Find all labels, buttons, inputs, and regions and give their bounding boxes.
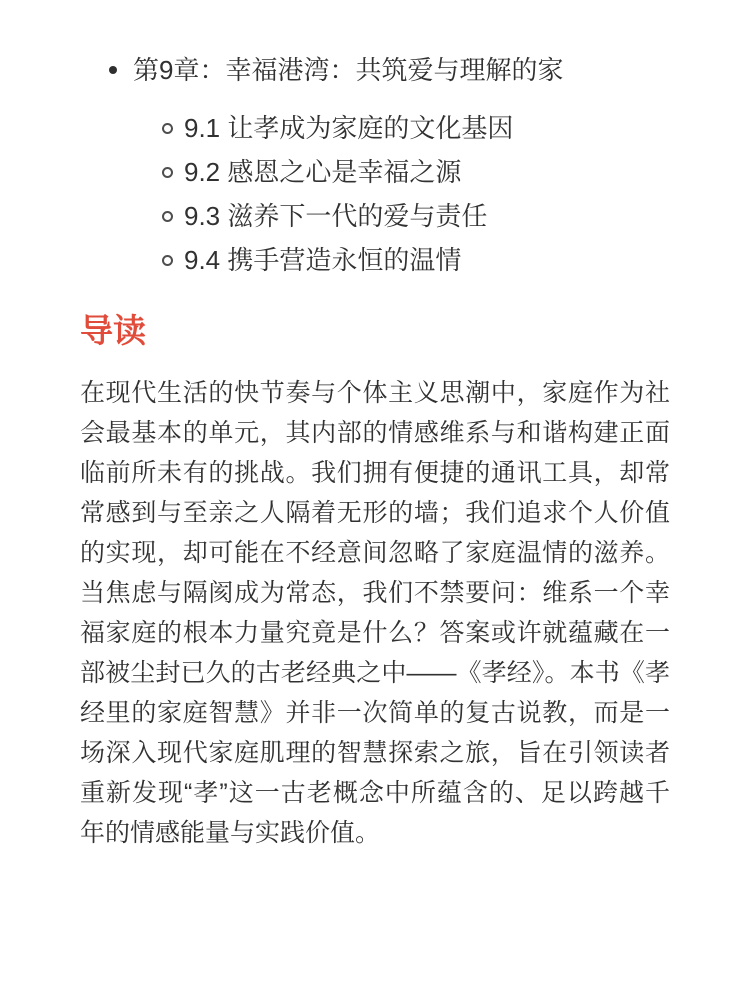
- bullet-circle-icon: [162, 167, 173, 178]
- intro-section-heading: 导读: [80, 312, 146, 349]
- toc-section-label: 9.1 让孝成为家庭的文化基因: [184, 113, 514, 143]
- table-of-contents: [80, 48, 670, 282]
- bullet-circle-icon: [162, 255, 173, 266]
- toc-chapter-label: 第9章：幸福港湾：共筑爱与理解的家: [133, 55, 564, 85]
- bullet-circle-icon: [162, 211, 173, 222]
- toc-section-item: [80, 150, 670, 194]
- bullet-circle-icon: [162, 123, 173, 134]
- toc-section-item: [80, 106, 670, 150]
- toc-sub-list: [80, 106, 670, 282]
- intro-paragraph: 在现代生活的快节奏与个体主义思潮中，家庭作为社会最基本的单元，其内部的情感维系与和谐构建正面临前所未有的挑战。我们拥有便捷的通讯工具，却常常感到与至亲之人隔着无形的墙；我们追求个人价值的实现，却可能在不经意间忽略了家庭温情的滋养。当焦虑与隔阂成为常态，我们不禁要问：维系一个幸福家庭的根本力量究竟是什么？答案或许就蕴藏在一部被尘封已久的古老经典之中——《孝经》。本书《孝经里的家庭智慧》并非一次简单的复古说教，而是一场深入现代家庭肌理的智慧探索之旅，旨在引领读者重新发现“孝”这一古老概念中所蕴含的、足以跨越千年的情感能量与实践价值。: [80, 379, 670, 847]
- bullet-disc-icon: [109, 66, 117, 74]
- toc-section-label: 9.3 滋养下一代的爱与责任: [184, 201, 488, 231]
- toc-section-label: 9.2 感恩之心是幸福之源: [184, 157, 462, 187]
- toc-chapter-item: [80, 48, 670, 92]
- toc-section-item: [80, 238, 670, 282]
- toc-section-label: 9.4 携手营造永恒的温情: [184, 245, 462, 275]
- toc-section-item: [80, 194, 670, 238]
